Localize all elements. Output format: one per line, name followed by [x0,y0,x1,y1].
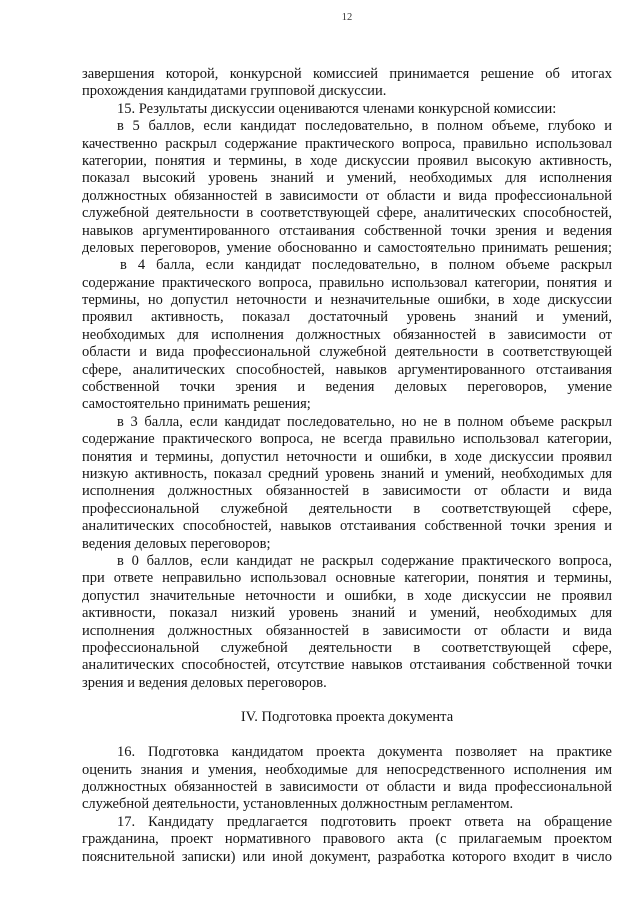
text-line: пояснительной записки) или иной документ, разработка которого входит в число [82,848,612,865]
text-line: при ответе неправильно использовал основные категории, понятия и термины, [82,570,612,587]
page-text [82,66,612,866]
text-line: содержание практического вопроса, правильно использовал категории, понятия и [82,274,612,291]
text-line: аналитических способностей, отсутствие навыков отстаивания собственной точки [82,657,612,674]
paragraph-score-4 [82,257,612,414]
text-line: завершения которой, конкурсной комиссией принимается решение об итогах [82,66,612,82]
text-line: допустил значительные неточности и ошибки, в ходе дискуссии не проявил [82,587,612,604]
text-line: ведения деловых переговоров; [82,535,271,552]
text-line: качественно раскрыл содержание практического вопроса, правильно использовал [82,135,612,152]
text-line: 15. Результаты дискуссии оцениваются членами конкурсной комиссии: [117,100,557,117]
paragraph-score-0 [82,553,612,692]
text-line: содержание практического вопроса, не всегда правильно использовал категории, [82,431,612,448]
section-heading: IV. Подготовка проекта документа [240,709,454,726]
text-line: исполнения должностных обязанностей в зависимости от области и вида [82,622,612,639]
paragraph-continuation [82,66,612,101]
text-line: собственной точки зрения и ведения деловых переговоров, умение [82,379,612,396]
text-line: исполнения должностных обязанностей в зависимости от области и вида [82,483,612,500]
text-line: показал высокий уровень знаний и умений, необходимых для исполнения [82,170,612,187]
text-line: термины, но допустил неточности и незначительные ошибки, в ходе дискуссии [82,292,612,309]
text-line: в 0 баллов, если кандидат не раскрыл содержание практического вопроса, [117,552,612,569]
text-line: категории, понятия и термины, в ходе дискуссии проявил высокую активность, [82,152,612,169]
paragraph-score-5 [82,118,612,257]
text-line: профессиональной служебной деятельности в соответствующей сфере, [82,639,612,656]
text-line: зрения и ведения деловых переговоров. [82,674,327,691]
text-line: служебной деятельности в соответствующей сфере, аналитических способностей, [82,205,612,222]
text-line: оценить знания и умения, необходимые для непосредственного исполнения им [82,761,612,778]
text-line: низкую активность, показал средний уровень знаний и умений, необходимых для [82,465,612,482]
text-line: навыков аргументированного отстаивания собственной точки зрения и ведения [82,222,612,239]
paragraph-item-16 [82,744,612,814]
page-number: 12 [341,12,353,23]
text-line: проявил активность, показал достаточный уровень знаний и умений, [82,309,612,326]
text-line: профессиональной служебной деятельности в соответствующей сфере, [82,500,612,517]
text-line: 17. Кандидату предлагается подготовить проект ответа на обращение [117,813,612,830]
text-line: активности, показал низкий уровень знаний и умений, необходимых для [82,605,612,622]
text-line: сфере, аналитических способностей, навыков аргументированного отстаивания [82,361,612,378]
text-line: в 5 баллов, если кандидат последовательно, в полном объеме, глубоко и [117,118,612,135]
paragraph-item-15 [82,101,612,118]
paragraph-item-17 [82,814,612,866]
paragraph-score-3 [82,414,612,553]
text-line: аналитических способностей, навыков отстаивания собственной точки зрения и [82,518,612,535]
text-line: должностных обязанностей в зависимости от области и вида профессиональной [82,187,612,204]
text-line: служебной деятельности, установленных должностным регламентом. [82,796,514,813]
text-line: в 4 балла, если кандидат последовательно, в полном объеме раскрыл [120,257,612,274]
text-line: самостоятельно принимать решения; [82,396,311,413]
text-line: необходимых для исполнения должностных обязанностей в зависимости от [82,326,612,343]
text-line: в 3 балла, если кандидат последовательно, но не в полном объеме раскрыл [117,413,612,430]
text-line: гражданина, проект нормативного правового акта (с прилагаемым проектом [82,831,612,848]
text-line: 16. Подготовка кандидатом проекта документа позволяет на практике [117,744,612,761]
text-line: деловых переговоров, умение обоснованно и самостоятельно принимать решения; [82,239,612,256]
text-line: понятия и термины, допустил неточности и ошибки, в ходе дискуссии проявил [82,448,612,465]
text-line: прохождения кандидатами групповой дискуссии. [82,83,387,100]
text-line: области и вида профессиональной служебной деятельности в соответствующей [82,344,612,361]
text-line: должностных обязанностей в зависимости от области и вида профессиональной [82,779,612,796]
